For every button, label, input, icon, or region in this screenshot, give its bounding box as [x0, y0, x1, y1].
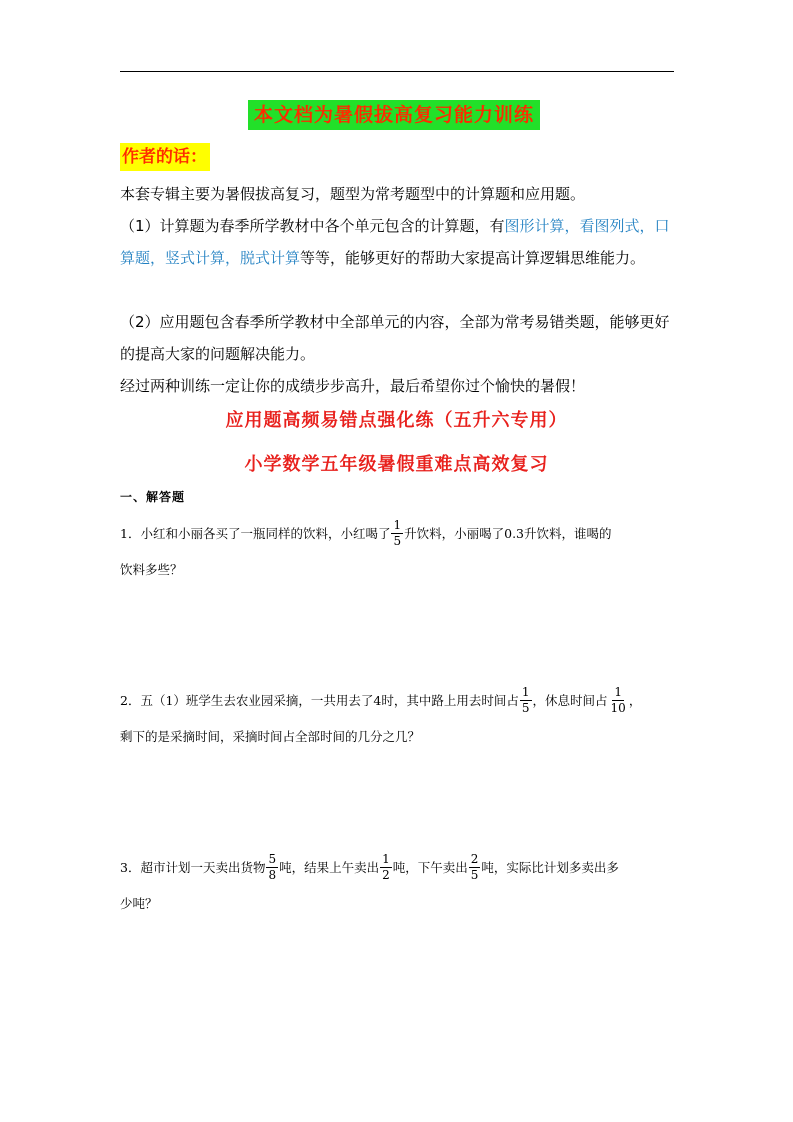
intro-line: 本套专辑主要为暑假拔高复习，题型为常考题型中的计算题和应用题。: [120, 185, 586, 203]
question-2: 2．五（1）班学生去农业园采摘，一共用去了4时，其中路上用去时间占 $\frac{1}{5}$ ，休息时间占 $\frac{1}{10}$ ， 剩下的是采摘时间，采摘时间占全部时间的几分之几？: [120, 684, 642, 744]
intro-paragraph-application: （2）应用题包含春季所学教材中全部单元的内容，全部为常考易错类题，能够更好的提高大家的问题解决能力。: [120, 313, 670, 363]
fraction: $\frac{1}{5}$: [393, 517, 402, 548]
title-primary: 应用题高频易错点强化练（五升六专用）: [225, 410, 568, 431]
fraction: $\frac{1}{5}$: [521, 684, 530, 715]
document-banner: 本文档为暑假拔高复习能力训练: [248, 100, 540, 130]
question-3: 3．超市计划一天卖出货物 $\frac{5}{8}$ 吨，结果上午卖出 $\frac{1}{2}$ 吨，下午卖出 $\frac{2}{5}$ 吨，实际比计划多卖出多 少吨？: [120, 851, 619, 911]
section-heading: 一、解答题: [120, 490, 186, 504]
fraction: $\frac{1}{2}$: [382, 851, 390, 882]
author-heading: 作者的话：: [120, 143, 210, 171]
intro-closing: 经过两种训练一定让你的成绩步步高升，最后希望你过个愉快的暑假！: [120, 377, 586, 395]
intro-paragraph-calculation: （1）计算题为春季所学教材中各个单元包含的计算题，有图形计算，看图列式，口算题，竖式计算，脱式计算等等，能够更好的帮助大家提高计算逻辑思维能力。: [120, 217, 670, 267]
question-1: 1．小红和小丽各买了一瓶同样的饮料，小红喝了 $\frac{1}{5}$ 升饮料，小丽喝了0.3升饮料，谁喝的 饮料多些？: [120, 517, 612, 577]
fraction: $\frac{1}{10}$: [610, 684, 626, 715]
header-rule: [120, 71, 674, 72]
fraction: $\frac{2}{5}$: [470, 851, 479, 882]
title-secondary: 小学数学五年级暑假重难点高效复习: [244, 454, 549, 475]
calculation-types-highlight: 图形计算，看图列式，口算题，竖式计算，脱式计算: [120, 217, 670, 267]
fraction: $\frac{5}{8}$: [268, 851, 277, 882]
